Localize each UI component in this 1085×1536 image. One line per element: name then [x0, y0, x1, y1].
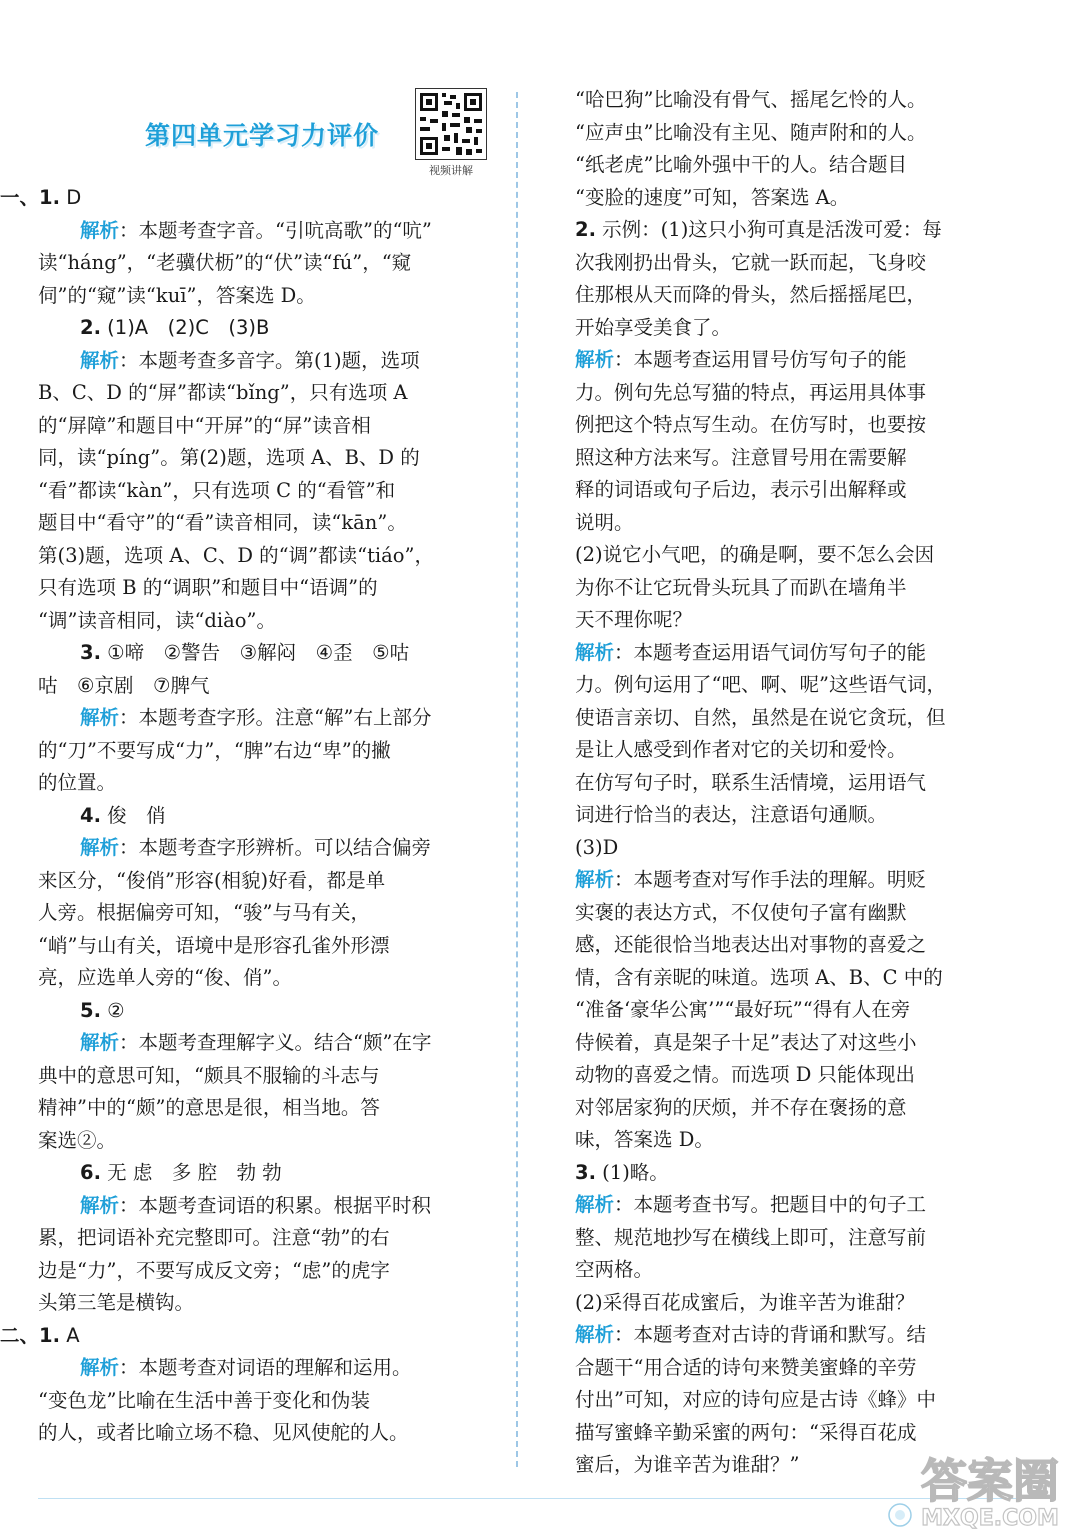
text-line: [38, 475, 500, 508]
text-line: [575, 962, 1043, 995]
analysis-label: 解析: [80, 218, 120, 242]
text-line: [575, 702, 1043, 735]
analysis-label: 解析: [80, 1193, 120, 1217]
line-text: 使语言亲切、自然，虽然是在说它贪玩，但: [575, 705, 946, 729]
line-text: 蜜后，为谁辛苦为谁甜？”: [575, 1453, 800, 1476]
analysis-label: 解析: [575, 640, 615, 664]
text-line: [575, 117, 1043, 150]
line-text: 力。例句运用了“吧、啊、呢”这些语气词，: [575, 673, 946, 696]
text-line: [575, 669, 1043, 702]
analysis-label: 解析: [80, 1356, 120, 1379]
line-text: “调”读音相同，读“diào”。: [38, 608, 276, 632]
question-number: 5.: [80, 998, 101, 1022]
text-line: [575, 864, 1043, 897]
text-line: [38, 377, 500, 410]
text-line: [38, 1222, 500, 1255]
question-number: 二、: [0, 1323, 40, 1347]
text-line: [38, 962, 500, 995]
analysis-label: 解析: [80, 706, 120, 729]
qr-code-icon[interactable]: [415, 88, 487, 160]
text-line: [575, 799, 1043, 832]
line-text: (3)D: [575, 835, 619, 859]
line-text: “看”都读“kàn”，只有选项 C 的“看管”和: [38, 478, 396, 502]
line-text: 例把这个特点写生动。在仿写时，也要按: [575, 413, 927, 436]
left-column: [0, 182, 500, 1450]
line-text: 付出”可知，对应的诗句应是古诗《蜂》中: [575, 1388, 936, 1411]
line-text: “变色龙”比喻在生活中善于变化和伪装: [38, 1388, 370, 1412]
line-text: 人旁。根据偏旁可知，“骏”与马有关，: [38, 901, 370, 924]
text-line: [38, 410, 500, 443]
watermark-logo: [905, 1445, 1075, 1533]
text-line: [575, 1222, 1043, 1255]
text-line: [38, 670, 500, 703]
text-line: [38, 930, 500, 963]
line-text: 边是“力”，不要写成反文旁；“虑”的虎字: [38, 1258, 390, 1282]
line-text: 天不理你呢？: [575, 608, 693, 631]
line-text: “准备‘豪华公寓’”“最好玩”“得有人在旁: [575, 998, 911, 1021]
line-text: 词进行恰当的表达，注意语句通顺。: [575, 803, 888, 826]
line-text: 次我刚扔出骨头，它就一跃而起，飞身咬: [575, 250, 927, 274]
line-text: 的“刀”不要写成“力”，“脾”右边“卑”的撇: [38, 738, 391, 762]
text-line: [575, 572, 1043, 605]
line-text: ：本题考查对词语的理解和运用。: [119, 1356, 412, 1379]
text-line: [575, 409, 1043, 442]
line-text: ：本题考查字音。“引吭高歌”的“吭”: [119, 218, 432, 242]
text-line: [575, 929, 1043, 962]
text-line: [38, 702, 500, 735]
question-number: 6.: [80, 1161, 101, 1184]
text-line: [38, 215, 500, 248]
line-text: B、C、D 的“屏”都读“bǐng”，只有选项 A: [38, 381, 408, 404]
line-text: 累，把词语补充完整即可。注意“勃”的右: [38, 1226, 390, 1249]
line-text: 整、规范地抄写在横线上即可，注意写前: [575, 1225, 927, 1249]
analysis-label: 解析: [80, 348, 120, 372]
line-text: ：本题考查理解字义。结合“颇”在字: [119, 1031, 432, 1054]
text-line: [38, 507, 500, 540]
line-text: ：本题考查多音字。第(1)题，选项: [119, 348, 420, 372]
text-line: [38, 1417, 500, 1450]
text-line: [575, 377, 1043, 410]
text-line: [38, 1385, 500, 1418]
text-line: [38, 1125, 500, 1158]
text-line: [575, 1319, 1043, 1352]
question-number: 4.: [80, 803, 101, 827]
line-text: 精神”中的“颇”的意思是很，相当地。答: [38, 1096, 380, 1119]
text-line: [575, 84, 1043, 117]
line-text: 亮，应选单人旁的“俊、俏”。: [38, 966, 292, 989]
question-number: 3.: [575, 1160, 596, 1184]
text-line: [575, 734, 1043, 767]
text-line: [575, 1254, 1043, 1287]
text-line: [575, 897, 1043, 930]
text-line: [575, 442, 1043, 475]
qr-caption: 视频讲解: [429, 164, 473, 177]
text-line: [575, 637, 1043, 670]
text-line: [575, 1124, 1043, 1157]
text-line: [38, 247, 500, 280]
line-text: D: [60, 186, 82, 209]
text-line: [38, 1027, 500, 1060]
text-line: [575, 1384, 1043, 1417]
line-text: 案选②。: [38, 1128, 117, 1152]
text-line: [0, 182, 500, 215]
text-line: [38, 572, 500, 605]
right-column: [575, 84, 1043, 1482]
line-text: 的人，或者比喻立场不稳、见风使舵的人。: [38, 1421, 409, 1444]
text-line: [575, 279, 1043, 312]
line-text: 感，还能很恰当地表达出对事物的喜爱之: [575, 933, 927, 956]
line-text: 来区分，“俊俏”形容(相貌)好看，都是单: [38, 868, 386, 892]
line-text: 情，含有亲昵的味道。选项 A、B、C 中的: [575, 965, 943, 989]
line-text: 照这种方法来写。注意冒号用在需要解: [575, 445, 907, 469]
text-line: [38, 1352, 500, 1385]
text-line: [575, 1092, 1043, 1125]
line-text: 释的词语或句子后边，表示引出解释或: [575, 478, 907, 501]
text-line: [575, 344, 1043, 377]
analysis-label: 解析: [80, 1031, 120, 1054]
line-text: ：本题考查运用冒号仿写句子的能: [614, 348, 907, 371]
line-text: “变脸的速度”可知，答案选 A。: [575, 185, 850, 209]
question-number: 1.: [39, 186, 60, 209]
text-line: [575, 312, 1043, 345]
line-text: 说明。: [575, 510, 634, 534]
line-text: 俊 俏: [100, 803, 166, 827]
line-text: (1)略。: [595, 1160, 669, 1184]
text-line: [38, 767, 500, 800]
text-line: [575, 1059, 1043, 1092]
watermark-text: 答案圈: [921, 1454, 1059, 1508]
analysis-label: 解析: [80, 836, 120, 859]
analysis-label: 解析: [575, 1323, 615, 1346]
text-line: [38, 897, 500, 930]
line-text: 示例：(1)这只小狗可真是活泼可爱：每: [595, 218, 942, 241]
text-line: [38, 312, 500, 345]
line-text: 头第三笔是横钩。: [38, 1291, 195, 1314]
analysis-label: 解析: [575, 348, 615, 371]
line-text: 动物的喜爱之情。而选项 D 只能体现出: [575, 1063, 916, 1086]
text-line: [575, 994, 1043, 1027]
line-text: 读“háng”，“老骥伏枥”的“伏”读“fú”，“窥: [38, 251, 412, 274]
text-line: [575, 507, 1043, 540]
line-text: 同，读“píng”。第(2)题，选项 A、B、D 的: [38, 446, 420, 469]
line-text: 无 虑 多 腔 勃 勃: [100, 1161, 282, 1184]
text-line: [575, 832, 1043, 865]
question-number: 1.: [39, 1323, 60, 1347]
line-text: 味，答案选 D。: [575, 1128, 714, 1151]
column-divider: [516, 92, 518, 1467]
line-text: 描写蜜蜂辛勤采蜜的两句：“采得百花成: [575, 1420, 917, 1444]
text-line: [38, 540, 500, 573]
text-line: [575, 247, 1043, 280]
text-line: [575, 1027, 1043, 1060]
text-line: [575, 1157, 1043, 1190]
footer-rule: [38, 1498, 1043, 1499]
line-text: ：本题考查对古诗的背诵和默写。结: [614, 1323, 927, 1346]
text-line: [38, 605, 500, 638]
text-line: [575, 182, 1043, 215]
text-line: [38, 280, 500, 313]
line-text: ：本题考查对写作手法的理解。明贬: [614, 868, 927, 891]
line-text: 第(3)题，选项 A、C、D 的“调”都读“tiáo”，: [38, 543, 434, 567]
text-line: [38, 735, 500, 768]
text-line: [0, 1320, 500, 1353]
text-line: [575, 767, 1043, 800]
watermark-sub: MXQE.COM: [921, 1506, 1059, 1531]
text-line: [38, 832, 500, 865]
line-text: ：本题考查书写。把题目中的句子工: [614, 1193, 927, 1216]
line-text: ①啼 ②警告 ③解闷 ④歪 ⑤咕: [100, 641, 410, 664]
line-text: 的位置。: [38, 771, 117, 794]
line-text: 是让人感受到作者对它的关切和爱怜。: [575, 738, 907, 761]
text-line: [38, 345, 500, 378]
line-text: 开始享受美食了。: [575, 315, 732, 339]
text-line: [38, 995, 500, 1028]
line-text: A: [60, 1323, 80, 1347]
text-line: [575, 149, 1043, 182]
page-title: 第四单元学习力评价: [145, 121, 380, 150]
line-text: 力。例句先总写猫的特点，再运用具体事: [575, 380, 927, 404]
line-text: (2)说它小气吧，的确是啊，要不怎么会因: [575, 543, 935, 566]
line-text: 实褒的表达方式，不仅使句子富有幽默: [575, 900, 907, 924]
text-line: [38, 1255, 500, 1288]
text-line: [575, 1189, 1043, 1222]
text-line: [38, 1060, 500, 1093]
unit-header: [145, 88, 495, 178]
line-text: “哈巴狗”比喻没有骨气、摇尾乞怜的人。: [575, 88, 927, 111]
text-line: [575, 1287, 1043, 1320]
line-text: 在仿写句子时，联系生活情境，运用语气: [575, 770, 927, 794]
line-text: 典中的意思可知，“颇具不服输的斗志与: [38, 1063, 380, 1087]
analysis-label: 解析: [575, 1193, 615, 1216]
line-text: ：本题考查运用语气词仿写句子的能: [614, 640, 927, 664]
text-line: [38, 1157, 500, 1190]
text-line: [575, 604, 1043, 637]
text-line: [38, 442, 500, 475]
text-line: [38, 637, 500, 670]
line-text: “峭”与山有关，语境中是形容孔雀外形漂: [38, 933, 390, 957]
line-text: 为你不让它玩骨头玩具了而趴在墙角半: [575, 575, 907, 599]
text-line: [38, 1092, 500, 1125]
line-text: 咕 ⑥京剧 ⑦脾气: [38, 673, 210, 697]
question-number: 一、: [0, 186, 40, 209]
text-line: [575, 214, 1043, 247]
line-text: 的“屏障”和题目中“开屏”的“屏”读音相: [38, 413, 371, 437]
line-text: 题目中“看守”的“看”读音相同，读“kān”。: [38, 511, 407, 534]
question-number: 2.: [575, 218, 596, 241]
line-text: 对邻居家狗的厌烦，并不存在褒扬的意: [575, 1095, 907, 1119]
line-text: 伺”的“窥”读“kuī”，答案选 D。: [38, 283, 316, 307]
line-text: “纸老虎”比喻外强中干的人。结合题目: [575, 153, 907, 176]
text-line: [38, 1190, 500, 1223]
line-text: 住那根从天而降的骨头，然后摇摇尾巴，: [575, 283, 927, 306]
line-text: (2)采得百花成蜜后，为谁辛苦为谁甜？: [575, 1290, 915, 1314]
line-text: 侍候着，真是架子十足”表达了对这些小: [575, 1030, 917, 1054]
line-text: ：本题考查字形。注意“解”右上部分: [119, 706, 432, 729]
line-text: 空两格。: [575, 1258, 654, 1281]
line-text: ：本题考查词语的积累。根据平时积: [119, 1193, 432, 1217]
line-text: 合题干“用合适的诗句来赞美蜜蜂的辛劳: [575, 1355, 917, 1379]
question-number: 2.: [80, 316, 101, 339]
question-number: 3.: [80, 641, 101, 664]
line-text: ②: [100, 998, 125, 1022]
text-line: [38, 800, 500, 833]
text-line: [38, 865, 500, 898]
analysis-label: 解析: [575, 868, 615, 891]
text-line: [38, 1287, 500, 1320]
line-text: “应声虫”比喻没有主见、随声附和的人。: [575, 120, 927, 144]
line-text: 只有选项 B 的“调职”和题目中“语调”的: [38, 576, 378, 599]
text-line: [575, 539, 1043, 572]
line-text: ：本题考查字形辨析。可以结合偏旁: [119, 836, 432, 859]
text-line: [575, 1352, 1043, 1385]
text-line: [575, 474, 1043, 507]
line-text: (1)A (2)C (3)B: [100, 316, 270, 339]
